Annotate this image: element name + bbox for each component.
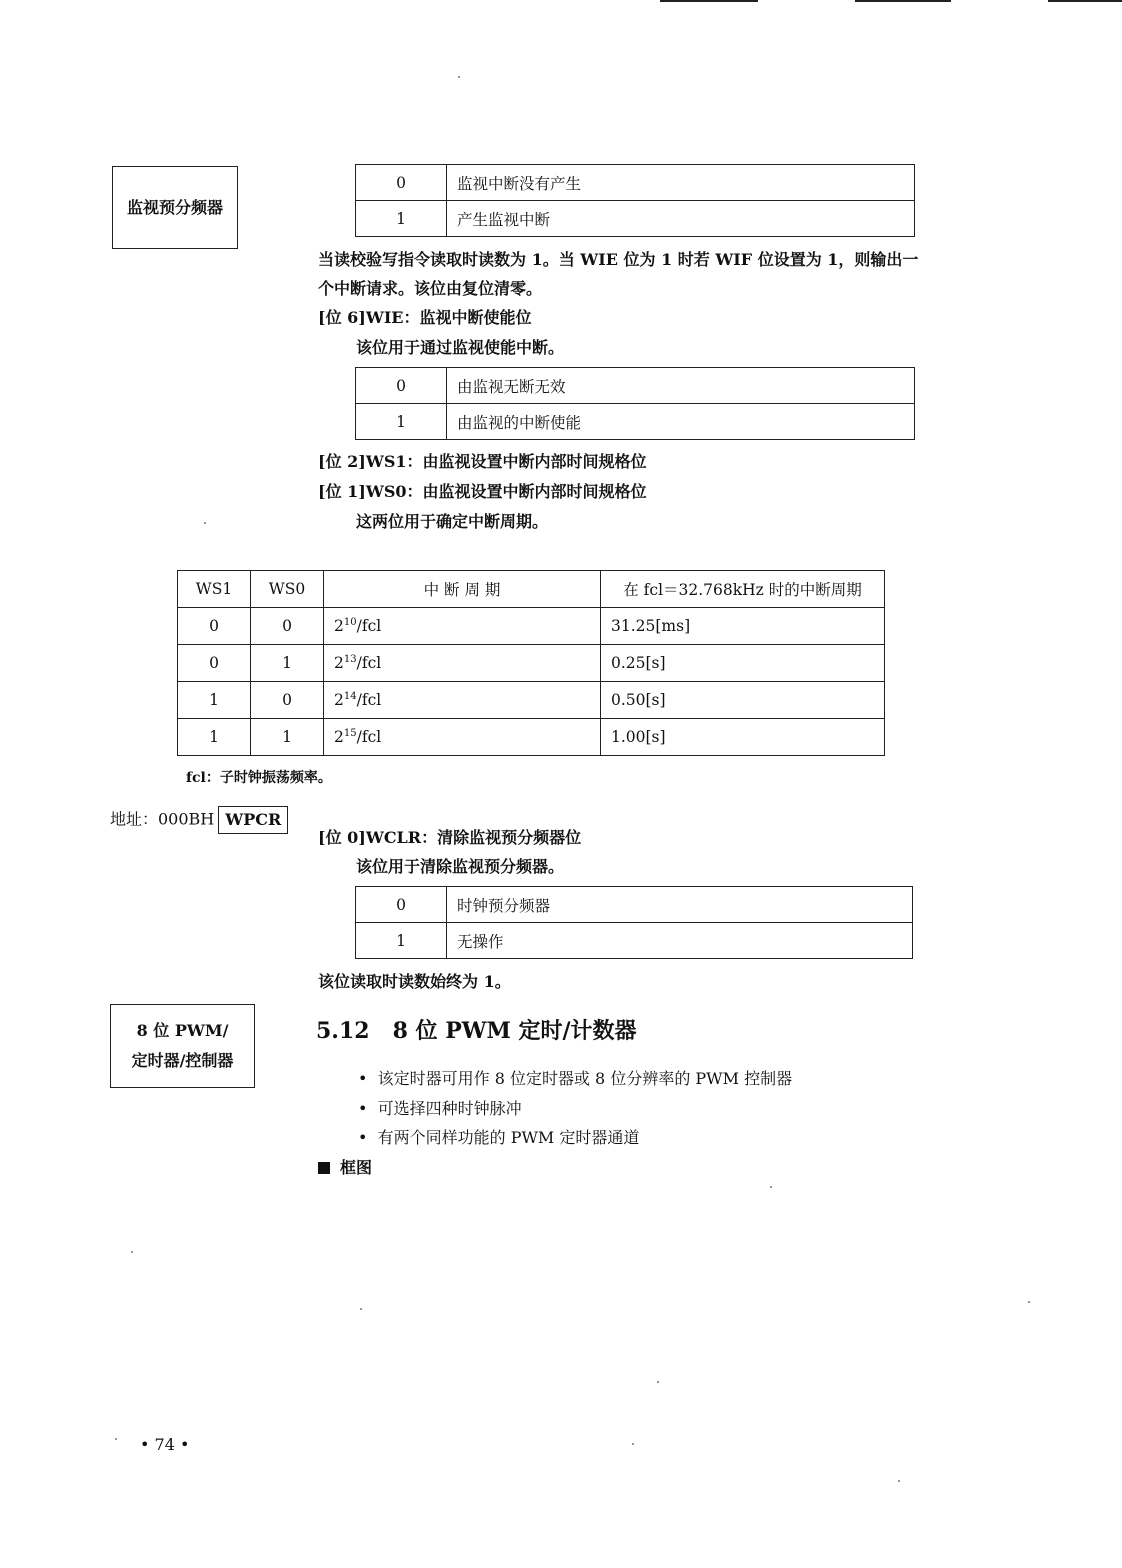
table-cell — [324, 719, 601, 756]
table-row — [356, 201, 915, 237]
section-title: 8 位 PWM 定时/计数器 — [392, 1018, 637, 1044]
table-cell: 由监视的中断使能 — [447, 404, 915, 440]
list-item: • 可选择四种时钟脉冲 — [358, 1099, 522, 1118]
scan-speck — [360, 1308, 362, 1310]
block-diagram-heading — [318, 1156, 372, 1180]
table-cell: 1 — [356, 923, 447, 959]
list-item-text: 该定时器可用作 8 位定时器或 8 位分辨率的 PWM 控制器 — [377, 1069, 793, 1088]
block-diagram-label: 框图 — [340, 1158, 373, 1177]
list-item: • 该定时器可用作 8 位定时器或 8 位分辨率的 PWM 控制器 — [358, 1069, 793, 1088]
sidebar-label-watch-prescaler — [112, 166, 238, 249]
table-cell: 产生监视中断 — [447, 201, 915, 237]
table-cell: 1 — [251, 719, 324, 756]
section-number: 5.12 — [316, 1018, 370, 1044]
divisor: /fcl — [356, 617, 382, 635]
table-cell — [324, 682, 601, 719]
paragraph: 当读校验写指令读取时读数为 1。当 WIE 位为 1 时若 WIF 位设置为 1，则输出一 — [318, 250, 919, 269]
table-cell: 1 — [356, 404, 447, 440]
scan-speck — [1028, 1301, 1030, 1303]
exponent: 10 — [343, 617, 357, 628]
scan-speck — [458, 76, 460, 78]
top-rule — [660, 0, 758, 2]
base: 2 — [334, 654, 344, 672]
bit1-title: [位 1]WS0：由监视设置中断内部时间规格位 — [318, 482, 647, 501]
sidebar-label-text: 定时器/控制器 — [131, 1051, 234, 1070]
table-header-row — [178, 571, 885, 608]
table-cell: 1 — [178, 719, 251, 756]
wclr-table — [355, 886, 913, 959]
table-row — [356, 923, 913, 959]
register-address — [110, 806, 288, 834]
table-cell — [324, 645, 601, 682]
table-cell: 由监视无断无效 — [447, 368, 915, 404]
section-heading — [316, 1014, 637, 1045]
table-cell: 0 — [251, 682, 324, 719]
exponent: 14 — [343, 691, 357, 702]
divisor: /fcl — [356, 728, 382, 746]
table-row — [356, 887, 913, 923]
scan-speck — [204, 522, 206, 524]
table-cell: 0 — [178, 645, 251, 682]
base: 2 — [334, 617, 344, 635]
table-cell: 0 — [356, 887, 447, 923]
exponent: 13 — [343, 654, 357, 665]
sidebar-label-text: 监视预分频器 — [126, 197, 223, 217]
address-label: 地址：000BH — [110, 809, 215, 829]
top-rule — [1048, 0, 1122, 2]
column-header: 在 fcl＝32.768kHz 时的中断周期 — [601, 571, 885, 608]
bit6-title: [位 6]WIE：监视中断使能位 — [318, 308, 532, 327]
bit2-title: [位 2]WS1：由监视设置中断内部时间规格位 — [318, 452, 647, 471]
interrupt-period-table — [177, 570, 885, 756]
table-cell: 1.00[s] — [601, 719, 885, 756]
table-row — [356, 165, 915, 201]
footnote: fcl：子时钟振荡频率。 — [186, 770, 332, 786]
base: 2 — [334, 691, 344, 709]
bit6-desc: 该位用于通过监视使能中断。 — [356, 338, 565, 357]
table-row — [178, 719, 885, 756]
table-cell: 无操作 — [447, 923, 913, 959]
list-item-text: 可选择四种时钟脉冲 — [377, 1099, 522, 1118]
scan-speck — [115, 1438, 117, 1440]
sidebar-label-text: 8 位 PWM/ — [136, 1021, 229, 1040]
page-number: • 74 • — [140, 1435, 190, 1454]
table-row — [356, 404, 915, 440]
table-cell: 监视中断没有产生 — [447, 165, 915, 201]
table-row — [356, 368, 915, 404]
top-rule — [855, 0, 951, 2]
column-header: WS0 — [251, 571, 324, 608]
read-note: 该位读取时读数始终为 1。 — [318, 972, 511, 991]
divisor: /fcl — [356, 654, 382, 672]
table-cell: 0.25[s] — [601, 645, 885, 682]
base: 2 — [334, 728, 344, 746]
scan-speck — [657, 1381, 659, 1383]
table-cell: 31.25[ms] — [601, 608, 885, 645]
divisor: /fcl — [356, 691, 382, 709]
scan-speck — [898, 1480, 900, 1482]
exponent: 15 — [343, 728, 357, 739]
scan-speck — [131, 1251, 133, 1253]
table-cell: 时钟预分频器 — [447, 887, 913, 923]
table-row — [178, 682, 885, 719]
list-item: • 有两个同样功能的 PWM 定时器通道 — [358, 1128, 640, 1147]
table-row — [178, 645, 885, 682]
table-cell: 1 — [251, 645, 324, 682]
bits-desc: 这两位用于确定中断周期。 — [356, 512, 549, 531]
table-cell — [324, 608, 601, 645]
table-cell: 0 — [251, 608, 324, 645]
scan-speck — [770, 1186, 772, 1188]
table-cell: 1 — [178, 682, 251, 719]
bit0-title: [位 0]WCLR：清除监视预分频器位 — [318, 828, 582, 847]
square-bullet-icon — [318, 1162, 330, 1174]
table-cell: 1 — [356, 201, 447, 237]
register-name-box: WPCR — [218, 806, 288, 834]
sidebar-label-pwm — [110, 1004, 255, 1088]
column-header: WS1 — [178, 571, 251, 608]
table-cell: 0.50[s] — [601, 682, 885, 719]
bit0-desc: 该位用于清除监视预分频器。 — [356, 857, 565, 876]
column-header: 中 断 周 期 — [324, 571, 601, 608]
wif-table — [355, 164, 915, 237]
scan-speck — [632, 1443, 634, 1445]
table-cell: 0 — [356, 165, 447, 201]
wie-table — [355, 367, 915, 440]
table-row — [178, 608, 885, 645]
table-cell: 0 — [178, 608, 251, 645]
list-item-text: 有两个同样功能的 PWM 定时器通道 — [377, 1128, 640, 1147]
table-cell: 0 — [356, 368, 447, 404]
paragraph: 个中断请求。该位由复位清零。 — [318, 279, 543, 298]
